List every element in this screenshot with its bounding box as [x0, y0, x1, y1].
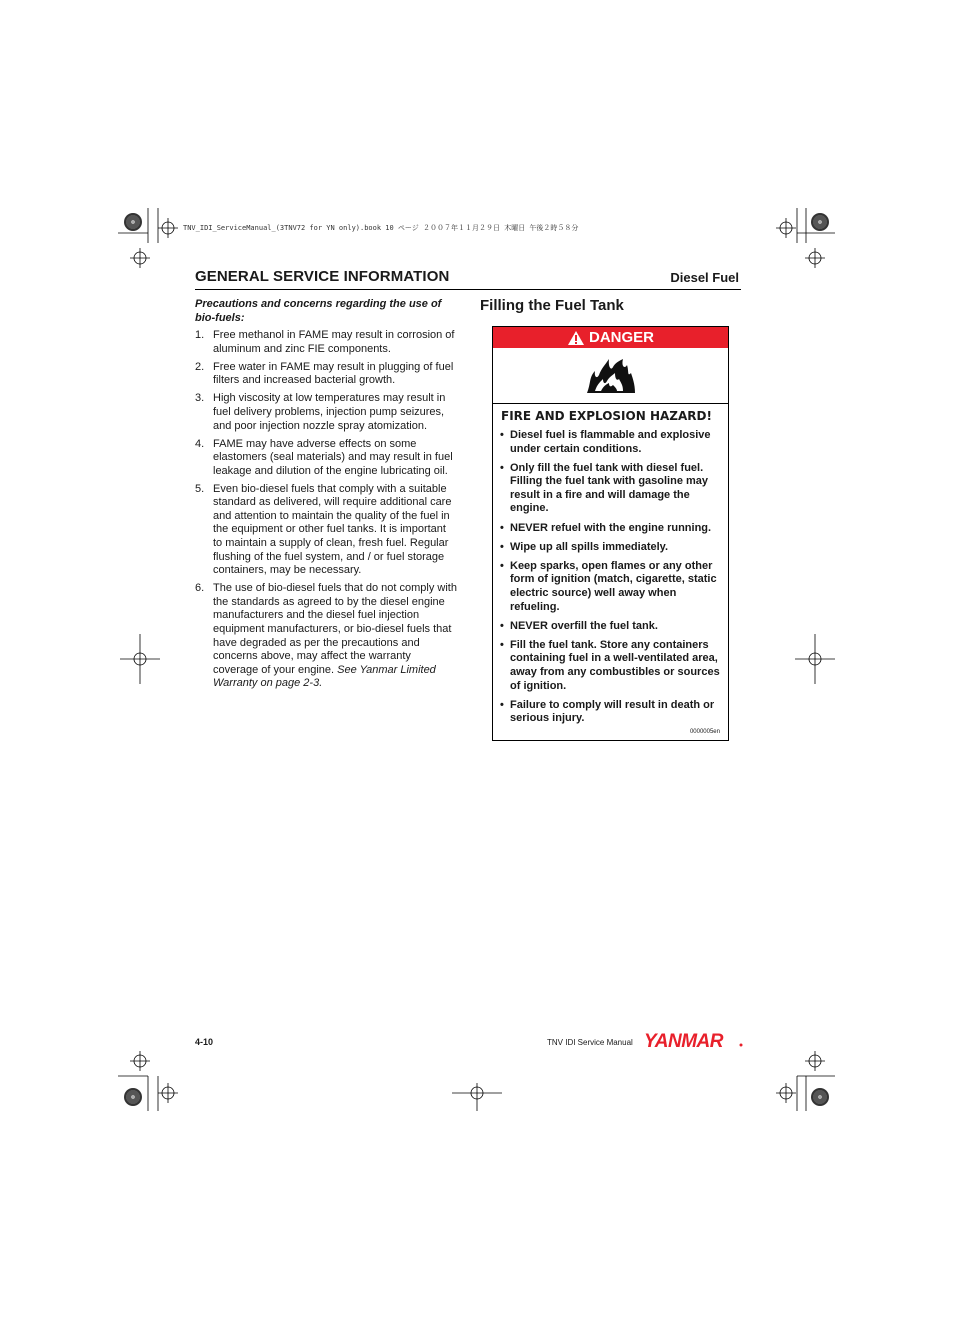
item-number: 2.	[195, 360, 205, 373]
list-item: • Fill the fuel tank. Store any containers containing fuel in a well-ventilated area, away from any combustibles or sources of ignition.	[500, 639, 720, 693]
list-item: • NEVER refuel with the engine running.	[500, 522, 720, 536]
item-number: 4.	[195, 437, 205, 450]
manual-name: TNV IDI Service Manual	[547, 1038, 633, 1047]
danger-banner	[493, 327, 728, 348]
list-item: • Keep sparks, open flames or any other form of ignition (match, cigarette, static electric source) well away when refueling.	[500, 560, 720, 614]
header-rule	[195, 289, 741, 290]
danger-bullet-list	[500, 429, 720, 726]
item-number: 6.	[195, 582, 205, 595]
item-number: 3.	[195, 392, 205, 405]
list-item	[195, 361, 457, 388]
precautions-list	[195, 329, 457, 691]
list-item: • Wipe up all spills immediately.	[500, 541, 720, 555]
list-item	[195, 582, 457, 691]
page-number: 4-10	[195, 1037, 214, 1047]
item-text: FAME may have adverse effects on some elastomers (seal materials) and may result in fuel leakage and dilution of the engine lubricating oil.	[213, 437, 453, 477]
item-text: Free water in FAME may result in plugging of fuel filters and increased bacterial growth.	[213, 360, 454, 387]
list-item: • Diesel fuel is flammable and explosive under certain conditions.	[500, 429, 720, 456]
filling-fuel-tank-heading: Filling the Fuel Tank	[480, 297, 624, 314]
item-number: 1.	[195, 329, 205, 342]
list-item	[195, 438, 457, 479]
item-text: Free methanol in FAME may result in corrosion of aluminum and zinc FIE components.	[213, 329, 455, 355]
topic-title: Diesel Fuel	[670, 270, 739, 285]
bio-fuel-precautions	[195, 298, 457, 695]
list-item: • NEVER overfill the fuel tank.	[500, 620, 720, 634]
flame-symbol-area	[493, 348, 728, 404]
registration-rosette-bottom-left	[124, 1088, 142, 1106]
registration-rosette-top-left	[124, 213, 142, 231]
warning-triangle-icon	[567, 330, 585, 346]
warranty-reference-link[interactable]: See Yanmar Limited Warranty on page 2-3.	[213, 663, 436, 690]
precautions-subheading: Precautions and concerns regarding the use of bio-fuels:	[195, 298, 442, 324]
list-item	[195, 392, 457, 433]
item-text: High viscosity at low temperatures may result in fuel delivery problems, injection pump seizures, and poor injection nozzle spray atomization.	[213, 392, 446, 432]
registration-rosette-bottom-right	[811, 1088, 829, 1106]
safety-code: 0000005en	[689, 729, 720, 735]
danger-label: DANGER	[588, 329, 654, 346]
brand-name: YANMAR	[644, 1031, 723, 1052]
item-text: Even bio-diesel fuels that comply with a suitable standard as delivered, will require additional care and attention to maintain the quality of the fuel in the equipment or other fuel tanks. It is important to maintain a supply of clean, fresh fuel. Regular flushing of the fuel system, and / or fuel storage containers, may be necessary.	[213, 482, 452, 577]
danger-safety-box	[492, 326, 729, 741]
item-number: 5.	[195, 482, 205, 495]
print-info-line: TNV_IDI_ServiceManual_(3TNV72 for YN only).book 10 ページ ２００７年１１月２９日 木曜日 午後２時５８分	[183, 224, 579, 232]
list-item	[195, 483, 457, 578]
list-item	[195, 329, 457, 356]
list-item: • Only fill the fuel tank with diesel fuel. Filling the fuel tank with gasoline may result in a fire and will damage the engine.	[500, 462, 720, 516]
section-title: GENERAL SERVICE INFORMATION	[195, 268, 450, 285]
item-text: The use of bio-diesel fuels that do not comply with the standards as agreed to by the diesel engine manufacturers and the diesel fuel injection equipment manufacturers, or bio-diesel fuels that have degraded as per the precautions and concerns above, may affect the warranty coverage of your engine.	[213, 582, 457, 676]
hazard-title: FIRE AND EXPLOSION HAZARD!	[501, 409, 712, 423]
registration-rosette-top-right	[811, 213, 829, 231]
yanmar-logo	[644, 1030, 744, 1052]
flame-icon	[585, 357, 637, 395]
list-item: • Failure to comply will result in death or serious injury.	[500, 699, 720, 726]
